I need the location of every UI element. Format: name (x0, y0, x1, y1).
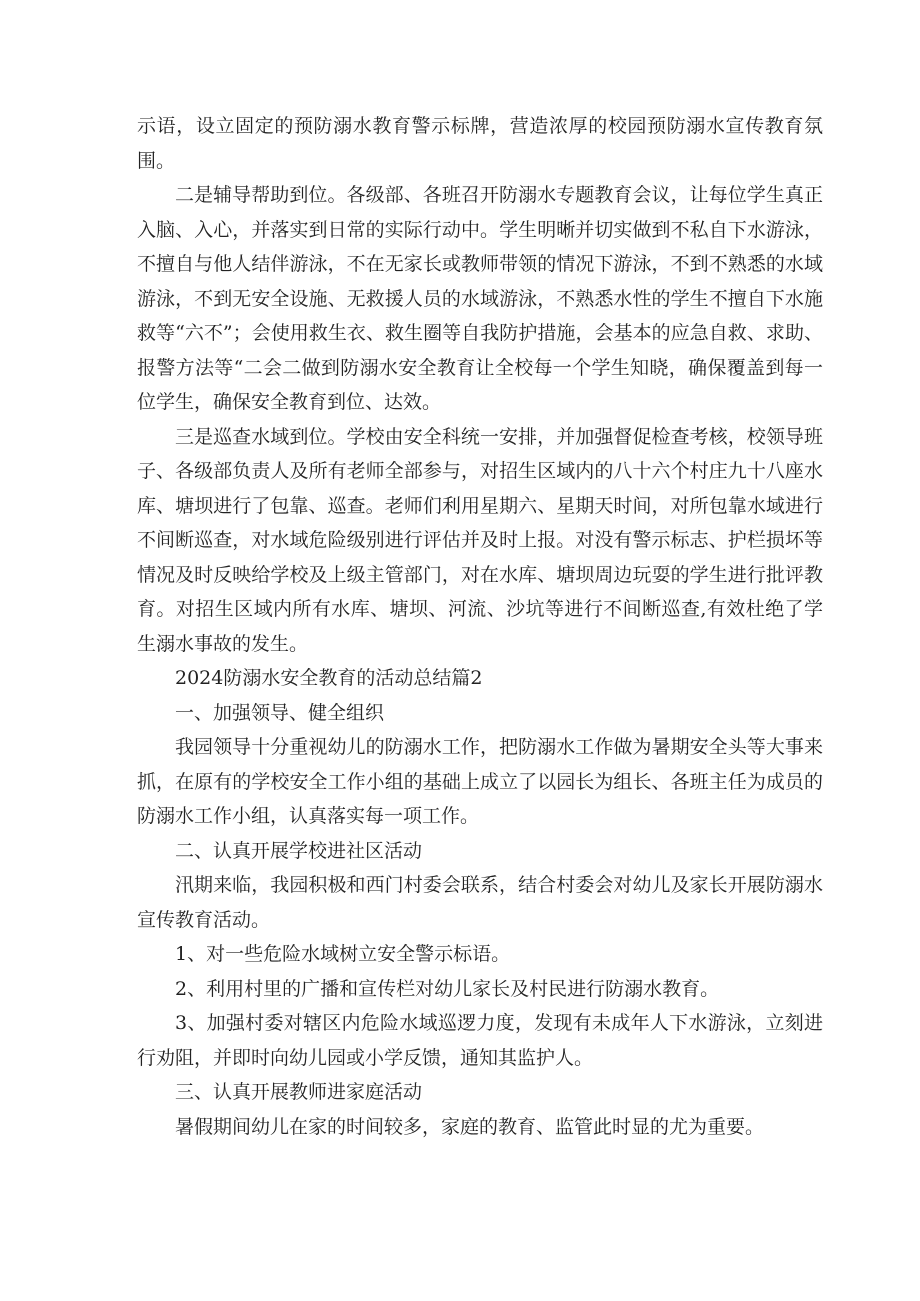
section-title: 2024防溺水安全教育的活动总结篇2 (175, 667, 483, 689)
heading-home-visits: 三、认真开展教师进家庭活动 (175, 1081, 423, 1103)
list-item-2: 2、利用村里的广播和宣传栏对幼儿家长及村民进行防溺水教育。 (175, 977, 720, 1000)
paragraph-leadership: 我园领导十分重视幼儿的防溺水工作，把防溺水工作做为暑期安全头等大事来抓，在原有的学校安全工作小组的基础上成立了以园长为组长、各班主任为成员的防溺水工作小组，认真落实每一项工作。 (137, 736, 823, 827)
document-page (137, 109, 823, 1144)
paragraph-patrol: 三是巡查水域到位。学校由安全科统一安排，并加强督促检查考核，校领导班子、各级部负责人及所有老师全部参与，对招生区域内的八十六个村庄九十八座水库、塘坝进行了包靠、巡查。老师们利用星期六、星期天时间，对所包靠水域进行不间断巡查，对水域危险级别进行评估并及时上报。对没有警示标志、护栏损坏等情况及时反映给学校及上级主管部门，对在水库、塘坝周边玩耍的学生进行批评教育。对招生区域内所有水库、塘坝、河流、沙坑等进行不间断巡查,有效杜绝了学生溺水事故的发生。 (137, 425, 823, 655)
list-item-3: 3、加强村委对辖区内危险水域巡逻力度，发现有未成年人下水游泳，立刻进行劝阻，并即时向幼儿园或小学反馈，通知其监护人。 (137, 1012, 823, 1069)
paragraph-continuation: 示语，设立固定的预防溺水教育警示标牌，营造浓厚的校园预防溺水宣传教育氛围。 (137, 115, 823, 172)
paragraph-home-visits: 暑假期间幼儿在家的时间较多，家庭的教育、监管此时显的尤为重要。 (175, 1115, 765, 1138)
heading-leadership: 一、加强领导、健全组织 (175, 701, 385, 724)
heading-community: 二、认真开展学校进社区活动 (175, 839, 423, 862)
paragraph-guidance: 二是辅导帮助到位。各级部、各班召开防溺水专题教育会议，让每位学生真正入脑、入心，并落实到日常的实际行动中。学生明晰并切实做到不私自下水游泳，不擅自与他人结伴游泳，不在无家长或教师带领的情况下游泳，不到不熟悉的水域游泳，不到无安全设施、无救援人员的水域游泳，不熟悉水性的学生不擅自下水施救等“六不”；会使用救生衣、救生圈等自我防护措施，会基本的应急自救、求助、报警方法等“二会二做到防溺水安全教育让全校每一个学生知晓，确保覆盖到每一位学生，确保安全教育到位、达效。 (137, 184, 823, 413)
paragraph-community: 汛期来临，我园积极和西门村委会联系，结合村委会对幼儿及家长开展防溺水宣传教育活动。 (137, 874, 823, 931)
list-item-1: 1、对一些危险水域树立安全警示标语。 (175, 943, 511, 965)
